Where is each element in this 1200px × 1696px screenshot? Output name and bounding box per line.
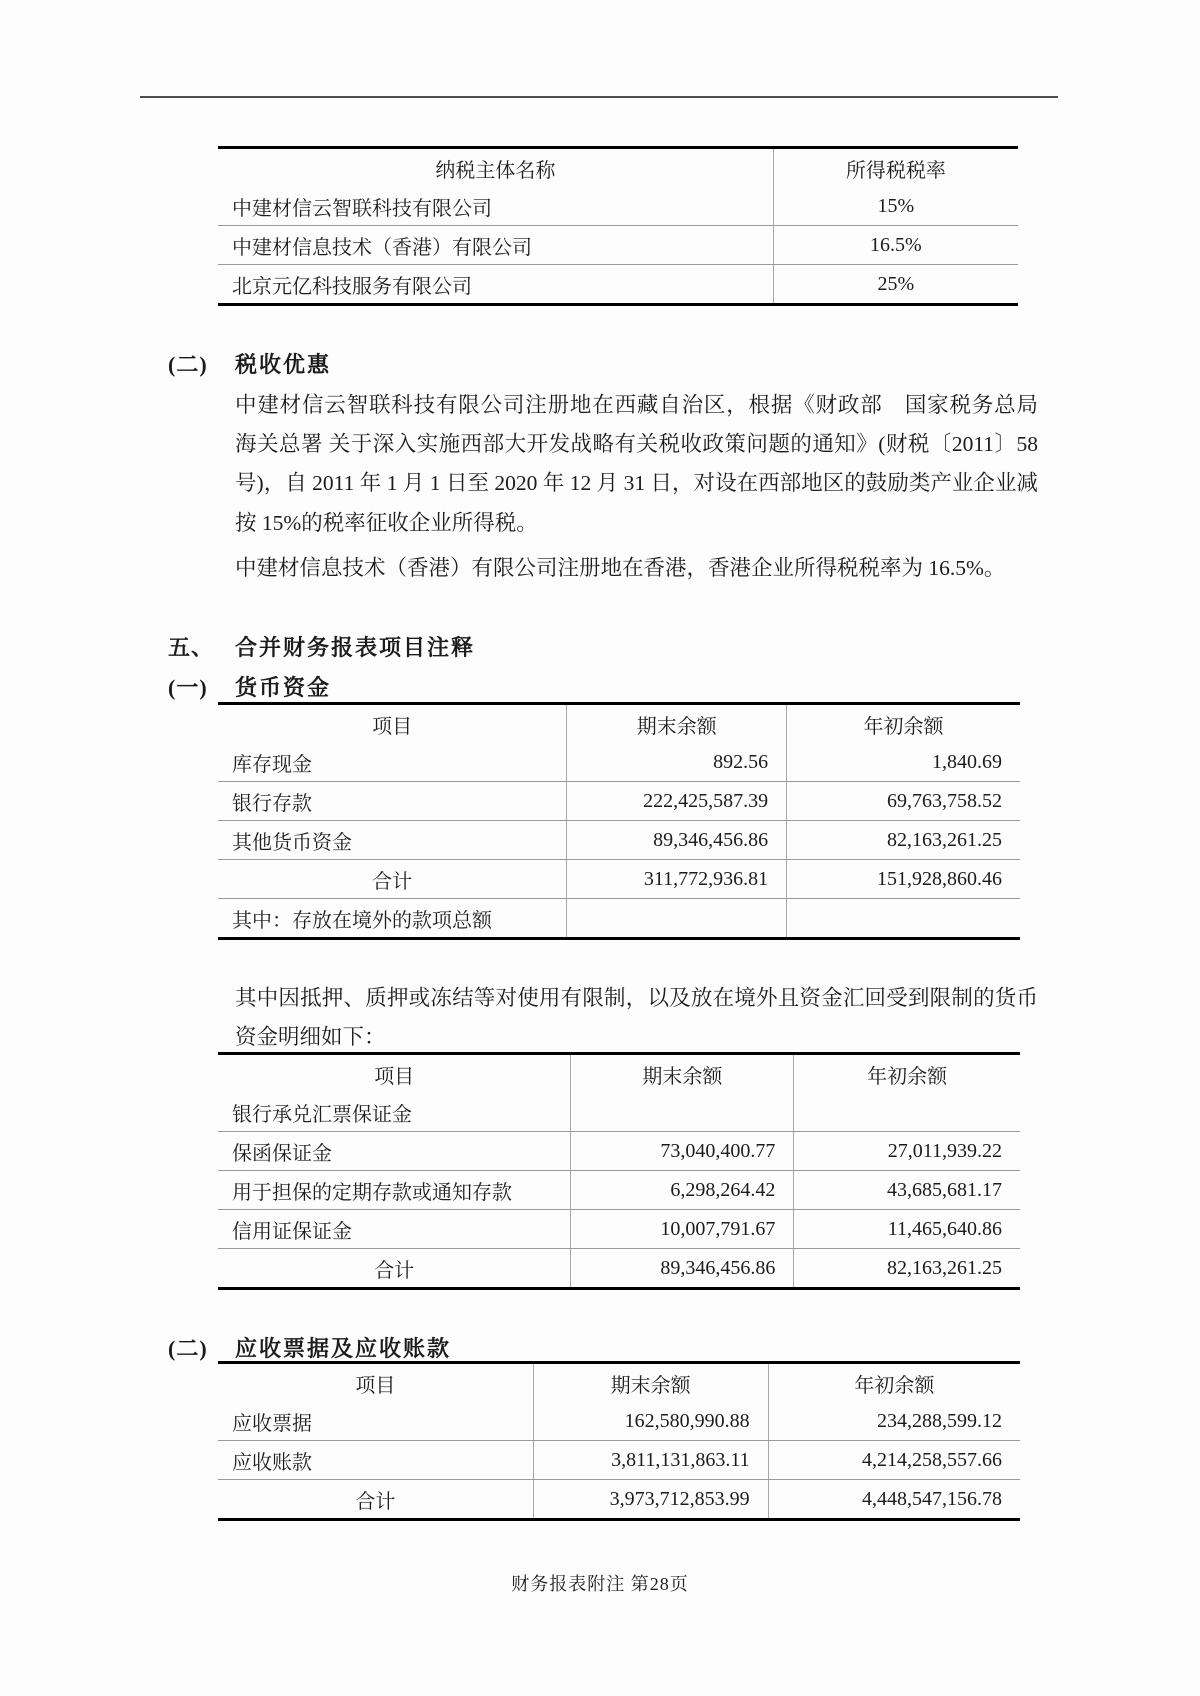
table-header-row: [218, 1054, 1020, 1094]
table-row: [218, 1249, 1020, 1289]
item-cell: 库存现金: [218, 743, 567, 782]
table-row: [218, 1402, 1020, 1441]
item-cell: 应收账款: [218, 1441, 533, 1480]
page-footer: 财务报表附注 第28页: [511, 1574, 689, 1594]
item-cell: 银行存款: [218, 782, 567, 821]
value-cell: 89,346,456.86: [567, 821, 787, 860]
item-cell: 北京元亿科技服务有限公司: [232, 275, 472, 298]
column-header: 年初余额: [768, 1363, 1020, 1403]
value-cell: 3,973,712,853.99: [533, 1480, 768, 1520]
table-header-row: [218, 704, 1020, 744]
column-header: 年初余额: [794, 1054, 1020, 1094]
value-cell: 234,288,599.12: [768, 1402, 1020, 1441]
column-header: 期末余额: [571, 1054, 794, 1094]
value-cell: 6,298,264.42: [571, 1171, 794, 1210]
page-header-rule: [140, 96, 1058, 98]
item-cell: 合计: [374, 1259, 415, 1282]
value-cell: 16.5%: [773, 226, 1018, 265]
item-cell: 保函保证金: [218, 1132, 571, 1171]
table-row: [218, 743, 1020, 782]
column-header: 项目: [355, 1374, 396, 1397]
section-receivables-label: (二): [168, 1336, 208, 1361]
value-cell: 222,425,587.39: [567, 782, 787, 821]
item-cell: 信用证保证金: [218, 1210, 571, 1249]
table-row: [218, 1210, 1020, 1249]
item-cell: 合计: [355, 1490, 396, 1513]
table-row: [218, 1171, 1020, 1210]
value-cell: 4,448,547,156.78: [768, 1480, 1020, 1520]
value-cell: 27,011,939.22: [794, 1132, 1020, 1171]
item-cell: 中建材信云智联科技有限公司: [218, 187, 773, 226]
table-row: [218, 265, 1018, 305]
table-row: [218, 1132, 1020, 1171]
section-notes-title: 合并财务报表项目注释: [235, 635, 476, 660]
value-cell: [571, 1093, 794, 1132]
value-cell: 151,928,860.46: [787, 860, 1020, 899]
table-row: [218, 226, 1018, 265]
item-cell: 用于担保的定期存款或通知存款: [218, 1171, 571, 1210]
table-row: [218, 899, 1020, 939]
section-notes-label: 五、: [168, 635, 215, 660]
table-row: [218, 782, 1020, 821]
item-cell: 其中：存放在境外的款项总额: [232, 909, 492, 932]
column-header: 年初余额: [787, 704, 1020, 744]
table-row: [218, 1441, 1020, 1480]
section-tax-incentive-title: 税收优惠: [235, 352, 332, 377]
item-cell: 银行承兑汇票保证金: [218, 1093, 571, 1132]
restricted-funds-paragraph: 其中因抵押、质押或冻结等对使用有限制，以及放在境外且资金汇回受到限制的货币资金明细如下：: [235, 986, 1038, 1050]
value-cell: [787, 899, 1020, 939]
value-cell: 15%: [773, 187, 1018, 226]
item-cell: 应收票据: [218, 1402, 533, 1441]
section-monetary-title: 货币资金: [235, 675, 332, 700]
value-cell: 82,163,261.25: [794, 1249, 1020, 1289]
value-cell: 25%: [773, 265, 1018, 305]
table-header-row: [218, 1363, 1020, 1403]
item-cell: 合计: [218, 860, 567, 899]
item-cell: 中建材信息技术（香港）有限公司: [218, 226, 773, 265]
receivables-table: [218, 1361, 1020, 1521]
value-cell: 82,163,261.25: [787, 821, 1020, 860]
item-cell: 其他货币资金: [218, 821, 567, 860]
table-row: [218, 1093, 1020, 1132]
tax-rate-table: [218, 146, 1018, 306]
column-header: 期末余额: [533, 1363, 768, 1403]
value-cell: 162,580,990.88: [533, 1402, 768, 1441]
value-cell: 43,685,681.17: [794, 1171, 1020, 1210]
value-cell: 4,214,258,557.66: [768, 1441, 1020, 1480]
section-monetary-label: (一): [168, 675, 208, 700]
restricted-funds-table: [218, 1052, 1020, 1290]
tax-incentive-paragraph-2: 中建材信息技术（香港）有限公司注册地在香港，香港企业所得税税率为 16.5%。: [235, 556, 1006, 580]
table-row: [218, 860, 1020, 899]
value-cell: 892.56: [567, 743, 787, 782]
table-row: [218, 187, 1018, 226]
value-cell: 11,465,640.86: [794, 1210, 1020, 1249]
column-header: 所得税税率: [773, 148, 1018, 188]
value-cell: [567, 899, 787, 939]
value-cell: [794, 1093, 1020, 1132]
section-receivables-title: 应收票据及应收账款: [235, 1336, 452, 1361]
value-cell: 311,772,936.81: [567, 860, 787, 899]
table-row: [218, 1480, 1020, 1520]
tax-incentive-paragraph-1: 中建材信云智联科技有限公司注册地在西藏自治区，根据《财政部 国家税务总局 海关总署 关于深入实施西部大开发战略有关税收政策问题的通知》(财税〔2011〕58 号)，自 2011 年 1 月 1 日至 2020 年 12 月 31 日，对设在西部地区的鼓励类产业企业减按 15%的税率征收企业所得税。: [235, 393, 1060, 535]
value-cell: 73,040,400.77: [571, 1132, 794, 1171]
section-tax-incentive-label: (二): [168, 352, 208, 377]
value-cell: 1,840.69: [787, 743, 1020, 782]
table-row: [218, 821, 1020, 860]
value-cell: 89,346,456.86: [571, 1249, 794, 1289]
value-cell: 3,811,131,863.11: [533, 1441, 768, 1480]
monetary-funds-table: [218, 702, 1020, 940]
column-header: 项目: [372, 715, 413, 738]
column-header: 项目: [374, 1065, 415, 1088]
value-cell: 69,763,758.52: [787, 782, 1020, 821]
value-cell: 10,007,791.67: [571, 1210, 794, 1249]
column-header: 期末余额: [567, 704, 787, 744]
table-header-row: [218, 148, 1018, 188]
column-header: 纳税主体名称: [435, 159, 556, 182]
